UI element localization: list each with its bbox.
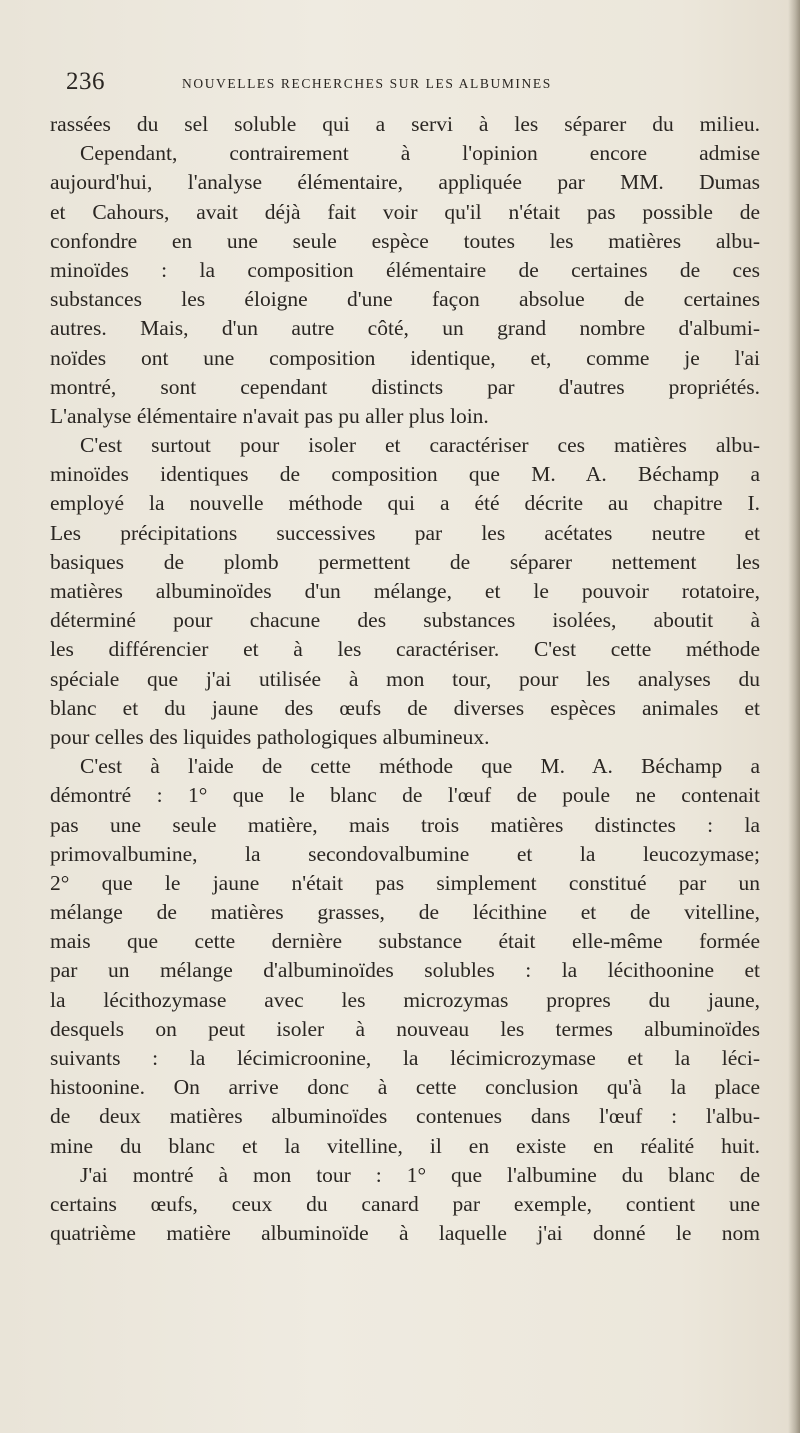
text-line: J'ai montré à mon tour : 1° que l'albumine du blanc de — [80, 1162, 760, 1187]
text-line: substances les éloigne d'une façon absolue de certaines — [50, 287, 760, 312]
text-line: les différencier et à les caractériser. C'est cette méthode — [50, 637, 760, 662]
text-line: 2° que le jaune n'était pas simplement constitué par un — [50, 870, 760, 895]
text-line: mais que cette dernière substance était elle-même formée — [50, 929, 760, 954]
text-line: spéciale que j'ai utilisée à mon tour, pour les analyses du — [50, 666, 760, 691]
text-line: basiques de plomb permettent de séparer nettement les — [50, 549, 760, 574]
text-line: la lécithozymase avec les microzymas propres du jaune, — [50, 987, 760, 1012]
text-line: Les précipitations successives par les acétates neutre et — [50, 520, 760, 545]
text-line: employé la nouvelle méthode qui a été décrite au chapitre I. — [50, 491, 760, 516]
text-line: mine du blanc et la vitelline, il en existe en réalité huit. — [50, 1133, 760, 1158]
text-line: histoonine. On arrive donc à cette conclusion qu'à la place — [50, 1075, 760, 1100]
text-line: Cependant, contrairement à l'opinion encore admise — [80, 141, 760, 166]
text-line: minoïdes identiques de composition que M. A. Béchamp a — [50, 462, 760, 487]
text-line: primovalbumine, la secondovalbumine et la leucozymase; — [50, 841, 760, 866]
text-line: déterminé pour chacune des substances isolées, aboutit à — [50, 608, 760, 633]
text-line: montré, sont cependant distincts par d'autres propriétés. — [50, 374, 760, 399]
text-line: rassées du sel soluble qui a servi à les séparer du milieu. — [50, 112, 760, 136]
text-line: mélange de matières grasses, de lécithine et de vitelline, — [50, 900, 760, 925]
text-line: confondre en une seule espèce toutes les matières albu- — [50, 228, 760, 253]
page-edge-shadow — [788, 0, 800, 1433]
text-line: aujourd'hui, l'analyse élémentaire, appliquée par MM. Dumas — [50, 170, 760, 195]
text-line: démontré : 1° que le blanc de l'œuf de poule ne contenait — [50, 783, 760, 808]
text-line: pas une seule matière, mais trois matières distinctes : la — [50, 812, 760, 837]
text-line: par un mélange d'albuminoïdes solubles : la lécithoonine et — [50, 958, 760, 983]
text-line: pour celles des liquides pathologiques albumineux. — [50, 724, 490, 749]
text-line: blanc et du jaune des œufs de diverses espèces animales et — [50, 695, 760, 720]
text-line: desquels on peut isoler à nouveau les termes albuminoïdes — [50, 1016, 760, 1041]
page-number: 236 — [66, 68, 105, 95]
text-line: de deux matières albuminoïdes contenues dans l'œuf : l'albu- — [50, 1104, 760, 1129]
text-line: L'analyse élémentaire n'avait pas pu aller plus loin. — [50, 403, 489, 428]
text-line: certains œufs, ceux du canard par exemple, contient une — [50, 1191, 760, 1216]
text-line: C'est à l'aide de cette méthode que M. A. Béchamp a — [80, 754, 760, 779]
text-line: matières albuminoïdes d'un mélange, et le pouvoir rotatoire, — [50, 579, 760, 603]
text-line: et Cahours, avait déjà fait voir qu'il n'était pas possible de — [50, 199, 760, 224]
text-line: suivants : la lécimicroonine, la lécimicrozymase et la léci- — [50, 1046, 760, 1070]
page-header — [66, 68, 736, 98]
running-title: NOUVELLES RECHERCHES SUR LES ALBUMINES — [182, 76, 552, 91]
text-line: quatrième matière albuminoïde à laquelle j'ai donné le nom — [50, 1221, 760, 1246]
text-line: minoïdes : la composition élémentaire de certaines de ces — [50, 257, 760, 282]
text-line: noïdes ont une composition identique, et, comme je l'ai — [50, 345, 760, 370]
text-line: autres. Mais, d'un autre côté, un grand nombre d'albumi- — [50, 316, 760, 341]
text-line: C'est surtout pour isoler et caractériser ces matières albu- — [80, 433, 760, 458]
body-text — [50, 110, 760, 1248]
